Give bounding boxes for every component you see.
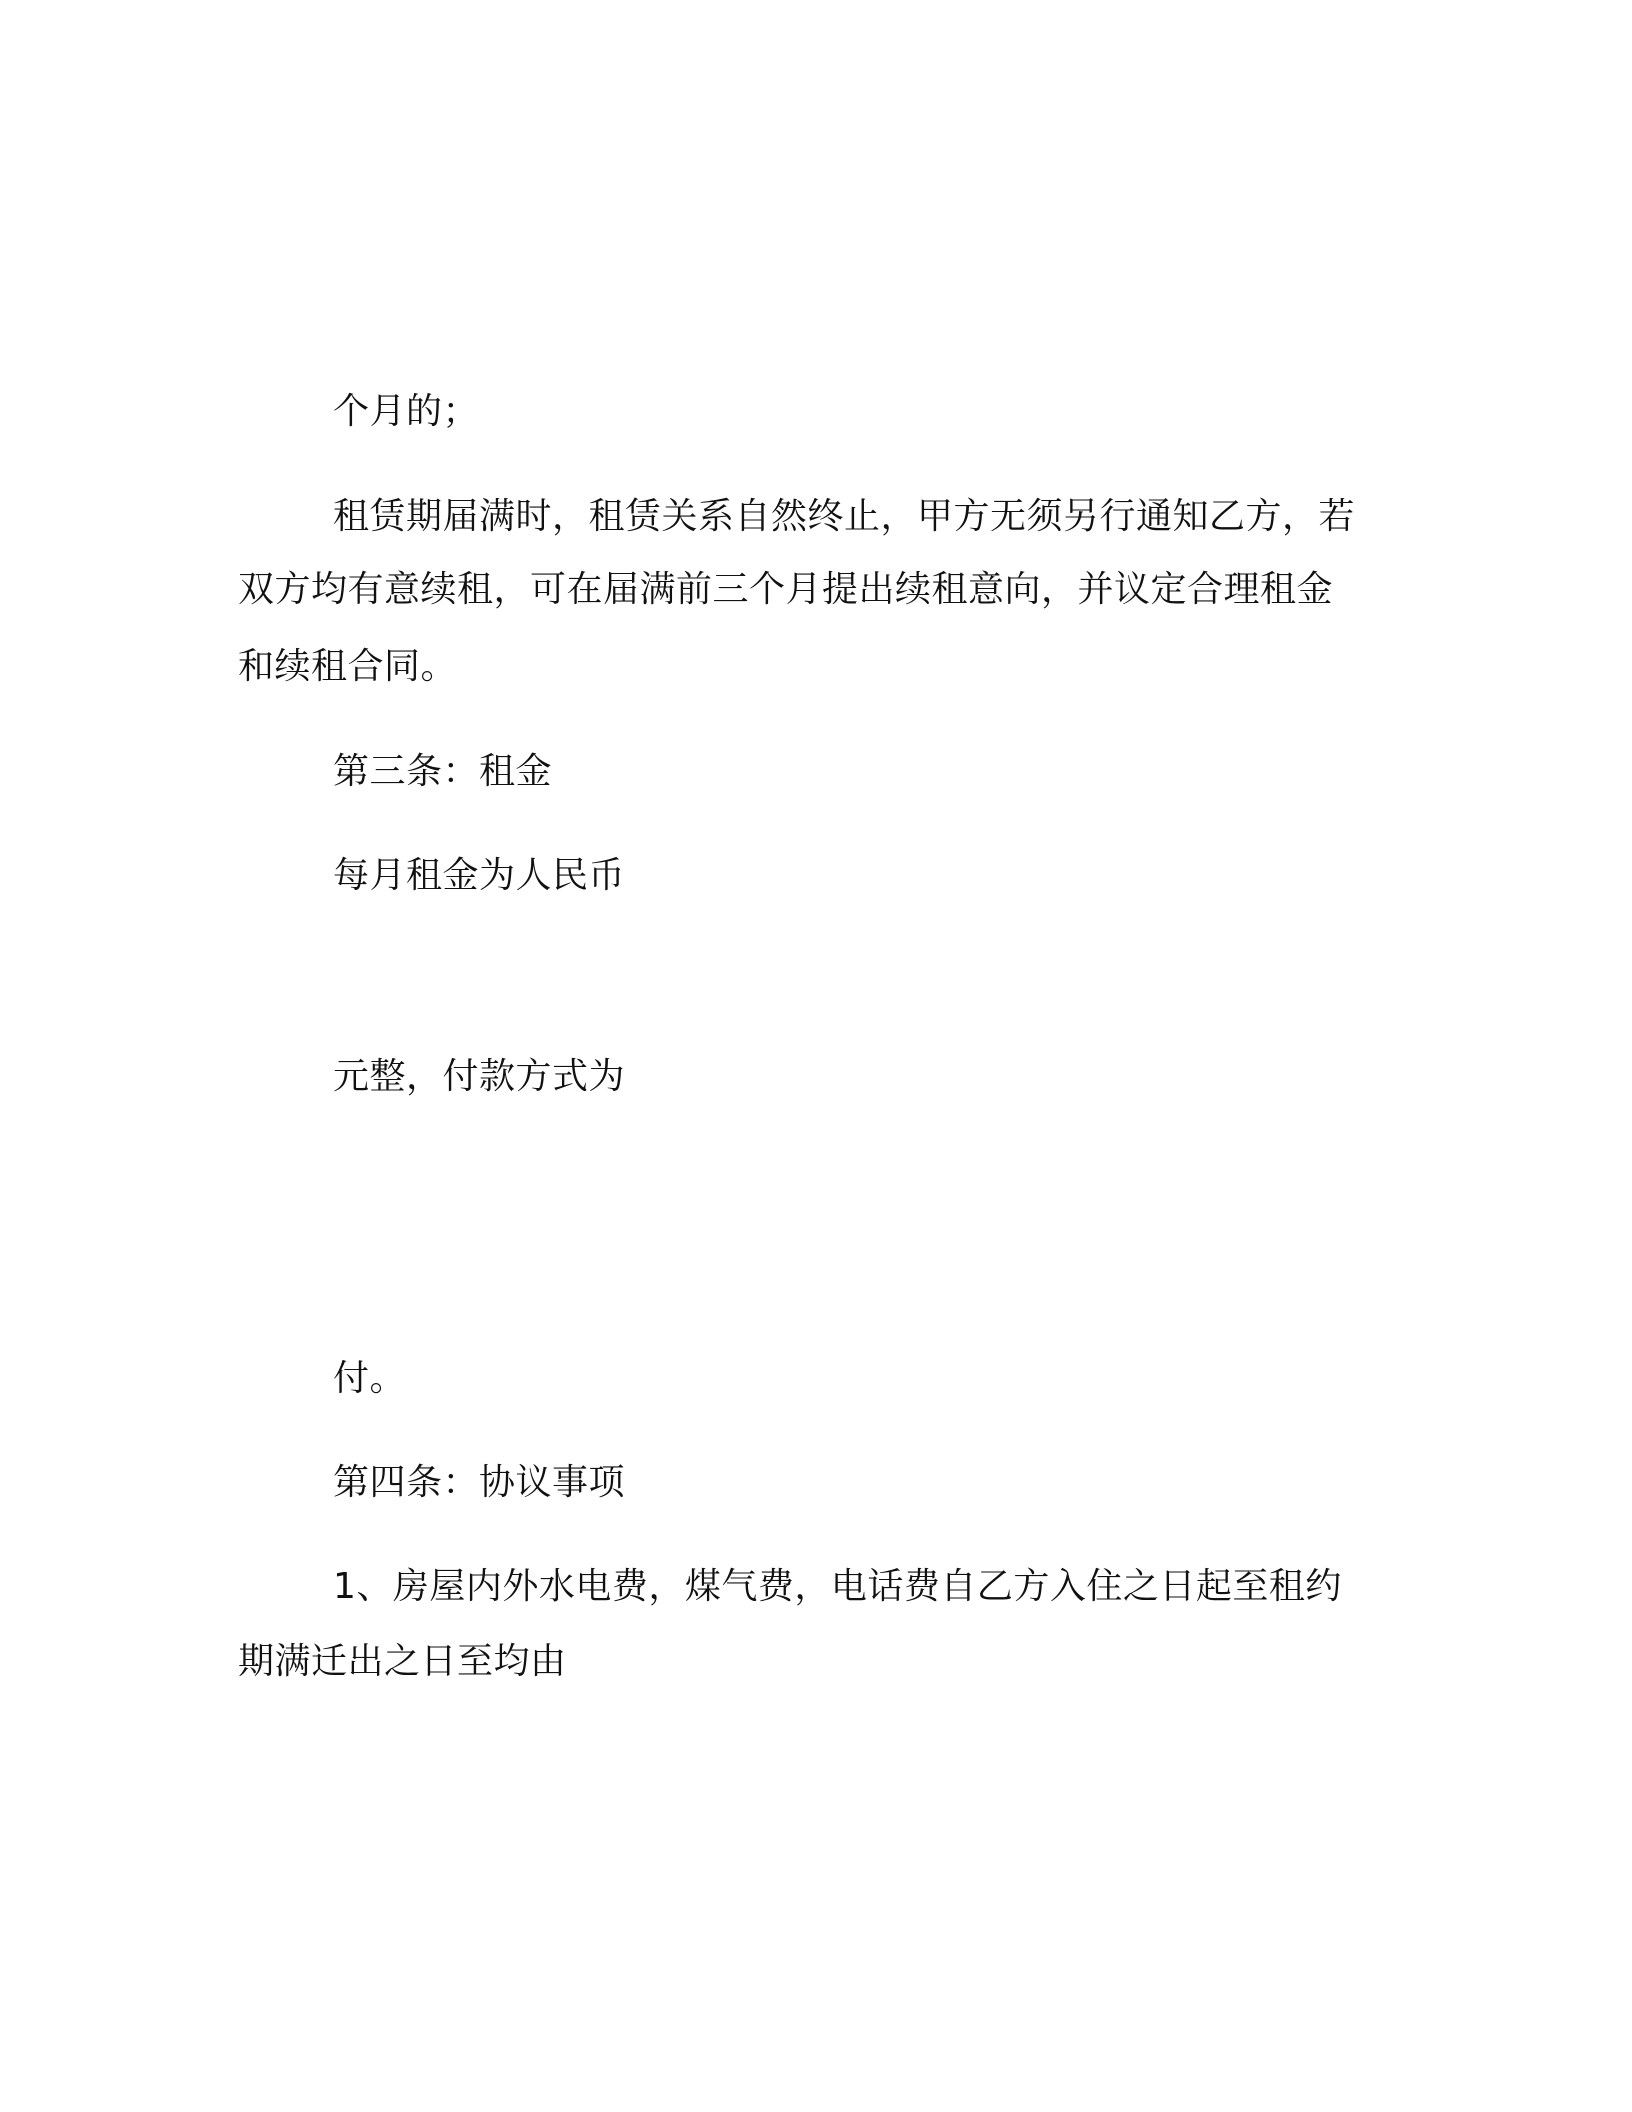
text-line-months: 个月的； xyxy=(333,391,480,432)
text-line-monthly-rent: 每月租金为人民币 xyxy=(333,855,626,896)
text-line-pay: 付。 xyxy=(333,1358,407,1399)
text-line-utilities: 1、房屋内外水电费，煤气费，电话费自乙方入住之日起至租约 xyxy=(333,1566,1342,1607)
section-heading-agreement: 第四条：协议事项 xyxy=(333,1462,626,1503)
text-line-payment-method: 元整，付款方式为 xyxy=(333,1056,626,1097)
text-line-renewal-intent: 双方均有意续租，可在届满前三个月提出续租意向，并议定合理租金 xyxy=(238,569,1334,610)
text-line-lease-expiry: 租赁期届满时，租赁关系自然终止，甲方无须另行通知乙方，若 xyxy=(333,496,1356,537)
text-line-utilities-cont: 期满迁出之日至均由 xyxy=(238,1641,567,1682)
section-heading-rent: 第三条：租金 xyxy=(333,751,553,792)
text-line-renewal-contract: 和续租合同。 xyxy=(238,646,458,687)
